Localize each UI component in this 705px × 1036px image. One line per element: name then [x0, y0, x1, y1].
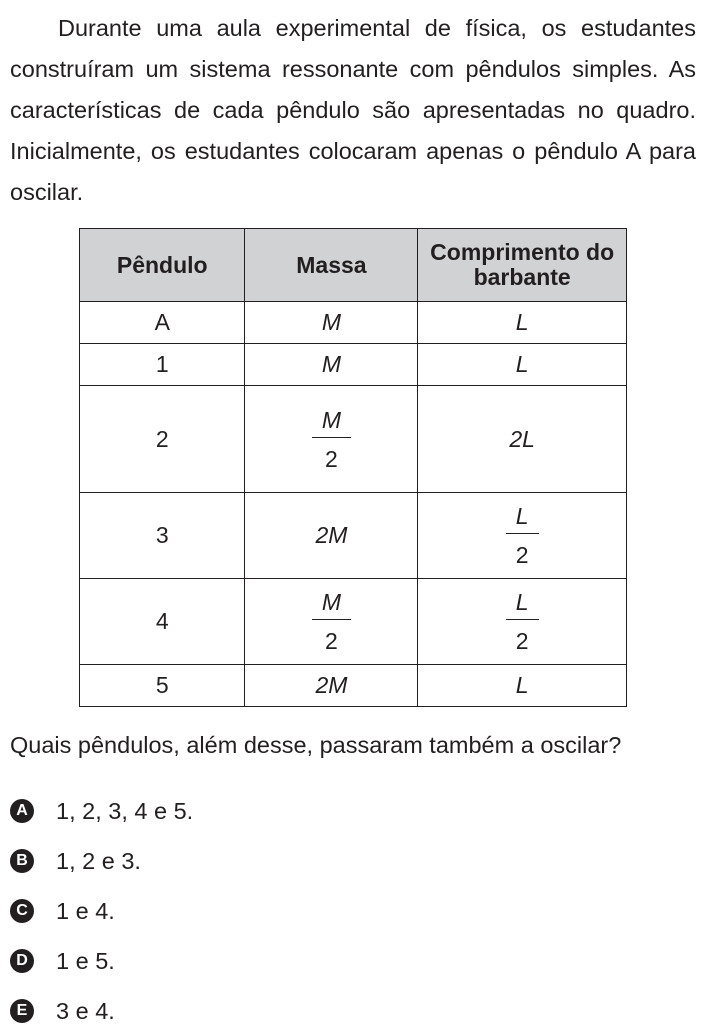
cell-pendulo: 2 [80, 386, 245, 493]
cell-comprimento [418, 579, 627, 665]
table-row [80, 386, 627, 493]
cell-massa: M [245, 344, 418, 386]
fraction-numerator: M [312, 407, 351, 438]
option-text: 1, 2, 3, 4 e 5. [56, 797, 194, 824]
fraction-denominator: 2 [515, 542, 529, 568]
table-row [80, 344, 627, 386]
cell-massa: M [245, 302, 418, 344]
answer-options [10, 786, 193, 1036]
fraction-numerator: L [506, 503, 539, 534]
cell-massa: 2M [245, 665, 418, 707]
fraction-numerator: M [312, 589, 351, 620]
table-row [80, 665, 627, 707]
cell-pendulo: A [80, 302, 245, 344]
cell-massa [245, 386, 418, 493]
question-text: Quais pêndulos, além desse, passaram também a oscilar? [10, 732, 622, 758]
fraction-denominator: 2 [325, 628, 338, 654]
cell-pendulo: 1 [80, 344, 245, 386]
header-pendulo: Pêndulo [80, 229, 245, 302]
header-comprimento [418, 229, 627, 302]
option-letter-badge: C [10, 899, 34, 923]
option-text: 1 e 4. [56, 897, 115, 924]
option-text: 3 e 4. [56, 997, 115, 1024]
pendulum-table [79, 228, 627, 707]
length-fraction [506, 589, 539, 654]
option-d[interactable] [10, 936, 193, 986]
length-fraction [506, 503, 539, 568]
header-massa: Massa [245, 229, 418, 302]
header-comprimento-text: Comprimento do barbante [430, 239, 615, 290]
table-row [80, 302, 627, 344]
option-letter-badge: A [10, 799, 34, 823]
cell-comprimento: L [418, 665, 627, 707]
mass-fraction [312, 589, 351, 654]
fraction-denominator: 2 [515, 628, 529, 654]
cell-comprimento [418, 493, 627, 579]
cell-comprimento: L [418, 302, 627, 344]
cell-massa: 2M [245, 493, 418, 579]
option-c[interactable] [10, 886, 193, 936]
option-text: 1, 2 e 3. [56, 847, 141, 874]
option-text: 1 e 5. [56, 947, 115, 974]
option-b[interactable] [10, 836, 193, 886]
fraction-numerator: L [506, 589, 539, 620]
table-row [80, 579, 627, 665]
fraction-denominator: 2 [325, 445, 338, 472]
cell-pendulo: 5 [80, 665, 245, 707]
option-letter-badge: E [10, 999, 34, 1023]
cell-pendulo: 4 [80, 579, 245, 665]
table-row [80, 493, 627, 579]
cell-comprimento: L [418, 344, 627, 386]
cell-comprimento: 2L [418, 386, 627, 493]
option-a[interactable] [10, 786, 193, 836]
option-letter-badge: D [10, 949, 34, 973]
cell-massa [245, 579, 418, 665]
cell-pendulo: 3 [80, 493, 245, 579]
table-header-row [80, 229, 627, 302]
intro-paragraph: Durante uma aula experimental de física, os estudantes construíram um sistema ressonante com pêndulos simples. As características de cada pêndulo são apresentadas no quadro. Inicialmente, os estudantes colocaram apenas o pêndulo A para oscilar. [10, 15, 696, 205]
option-letter-badge: B [10, 849, 34, 873]
mass-fraction [312, 407, 351, 472]
